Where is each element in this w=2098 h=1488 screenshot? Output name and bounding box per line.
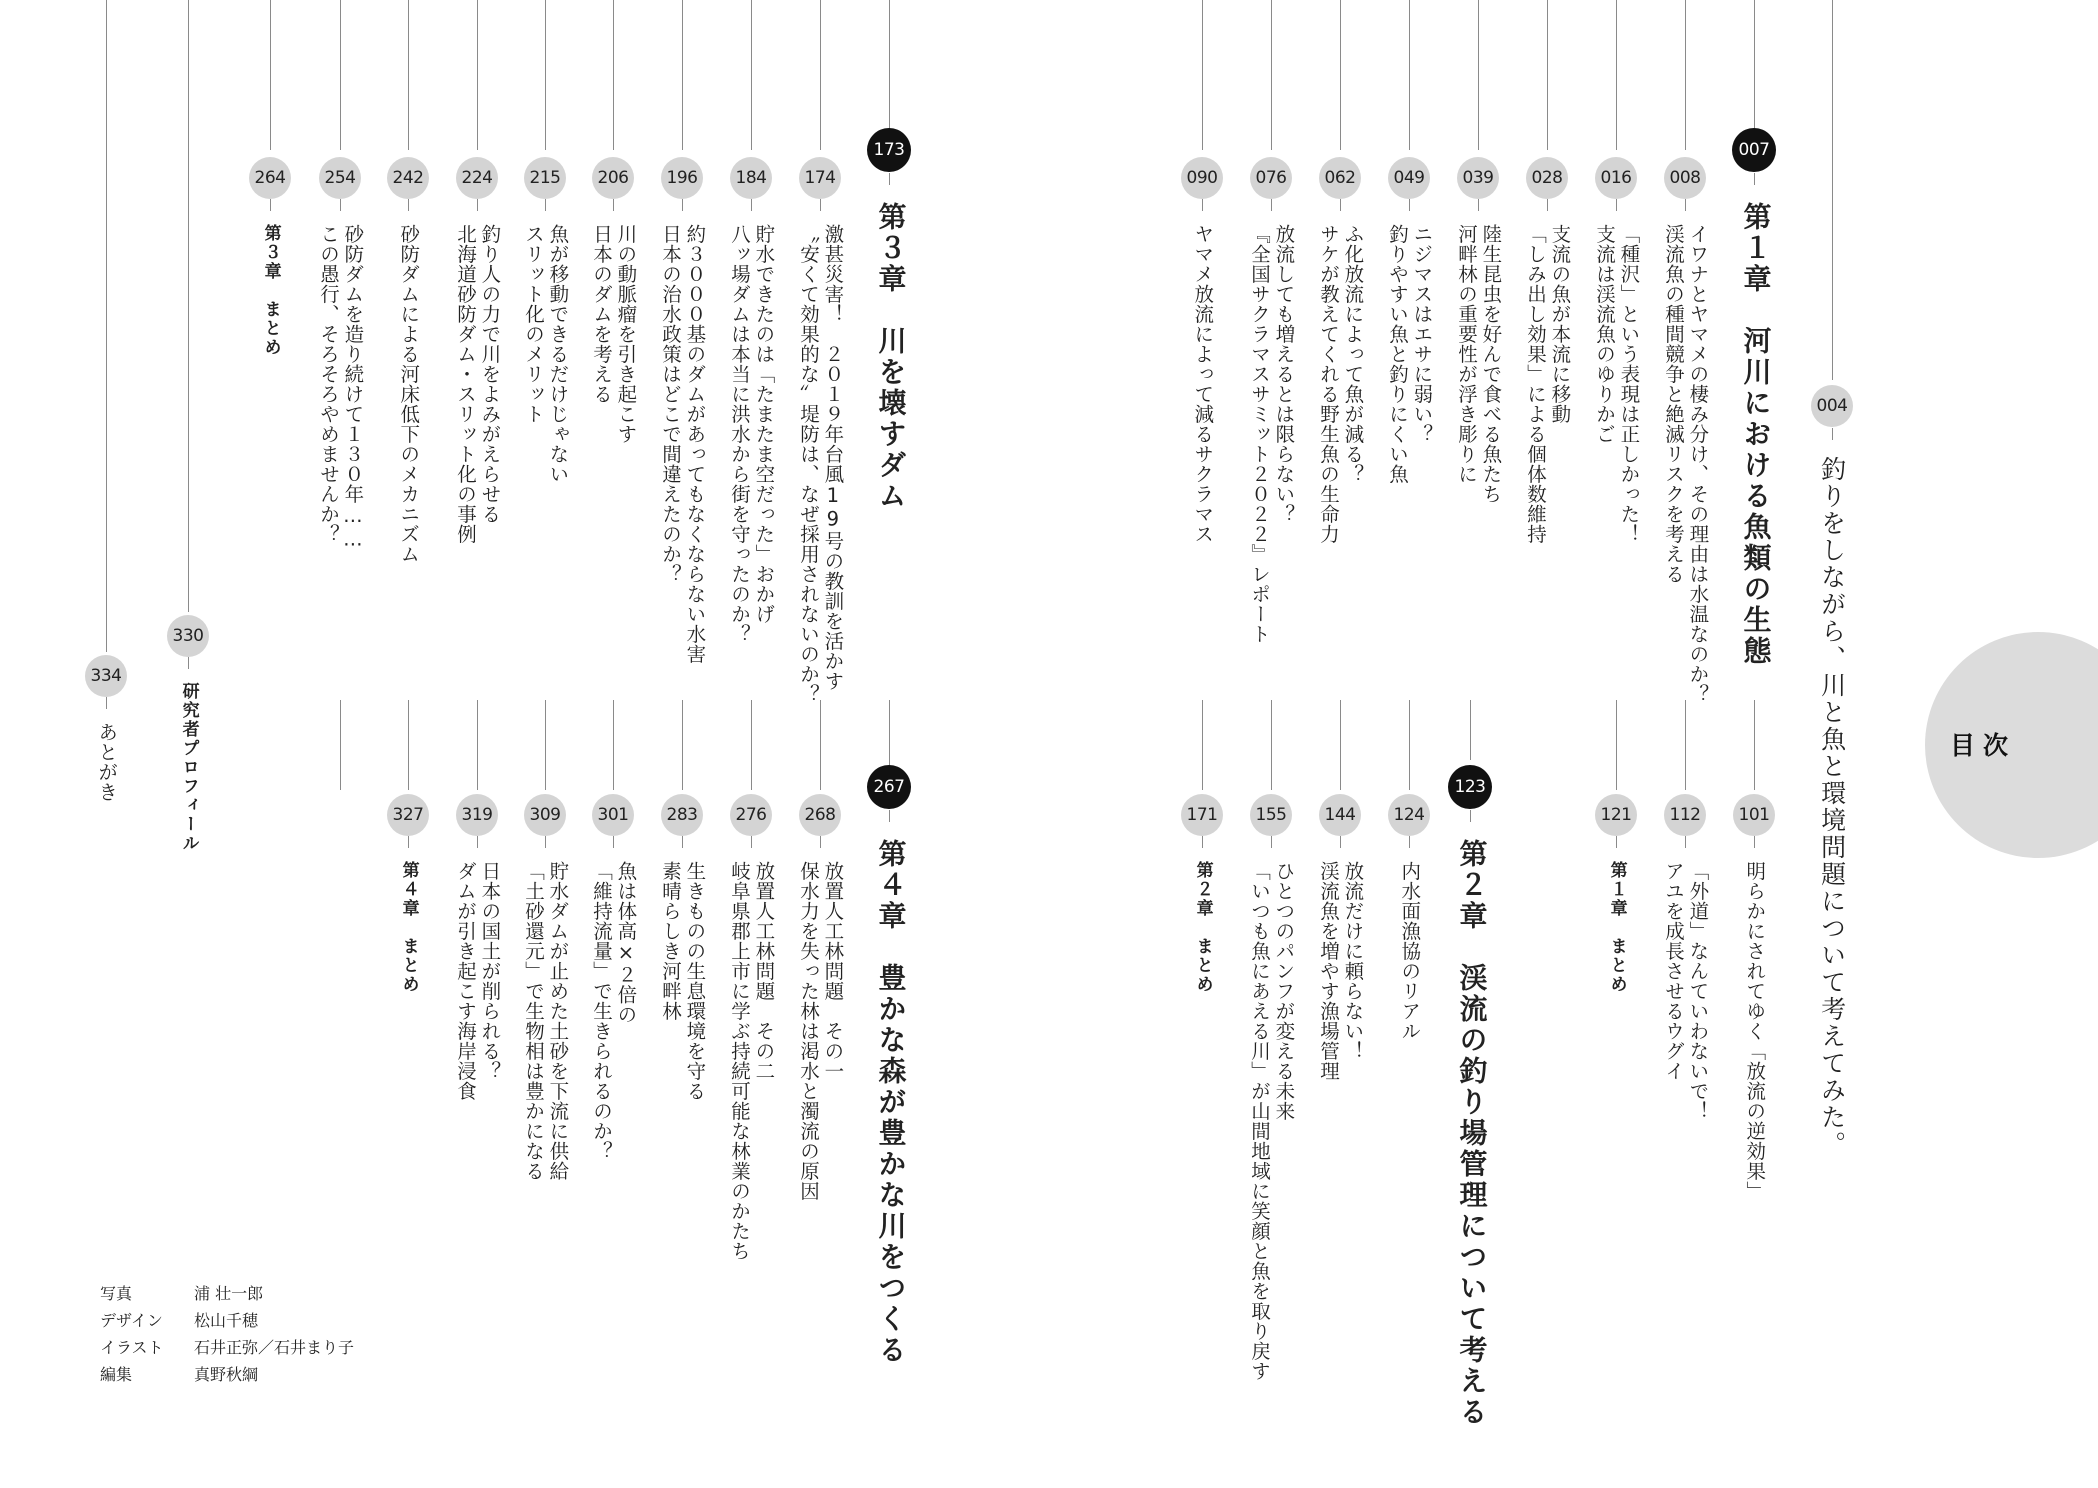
entry-line: 「いつも魚にあえる川」が山間地域に笑顔と魚を取り戻す xyxy=(1248,861,1271,1381)
credit-name: 松山千穂 xyxy=(194,1311,259,1330)
page-number-badge: 224 xyxy=(456,157,498,199)
page-number-badge: 049 xyxy=(1388,157,1430,199)
entry-line: 保水力を失った林は渇水と濁流の原因 xyxy=(797,861,820,1201)
page-number-badge: 319 xyxy=(456,794,498,836)
entry-line: 「維持流量」で生きられるのか？ xyxy=(590,861,613,1161)
connector-line xyxy=(1340,0,1341,150)
toc-entry-link[interactable] xyxy=(453,224,502,544)
connector-tail xyxy=(340,199,341,211)
page-number-badge: 004 xyxy=(1811,385,1853,427)
connector-line xyxy=(477,0,478,150)
connector-tail xyxy=(545,199,546,211)
page-number-badge: 090 xyxy=(1181,157,1223,199)
credit-role-text: イラスト xyxy=(100,1338,164,1357)
page-number-badge: 268 xyxy=(799,794,841,836)
toc-entry-link[interactable] xyxy=(1454,224,1503,504)
chapter-summary-link[interactable]: 第３章 まとめ xyxy=(260,224,281,357)
chapter-title-link[interactable]: 第３章 川を壊すダム xyxy=(874,202,908,512)
connector-tail xyxy=(1754,173,1755,185)
connector-tail xyxy=(1202,199,1203,211)
entry-line: 日本の治水政策はどこで間違えたのか？ xyxy=(659,224,682,584)
connector-line xyxy=(820,700,821,790)
connector-line xyxy=(1271,0,1272,150)
toc-entry-link[interactable] xyxy=(1592,224,1641,544)
connector-line xyxy=(408,700,409,790)
toc-entry-link[interactable] xyxy=(1247,224,1296,644)
toc-entry-link[interactable] xyxy=(727,224,776,644)
connector-line xyxy=(188,0,189,612)
page-number-badge: 121 xyxy=(1595,794,1637,836)
toc-entry-link[interactable]: 内水面漁協のリアル xyxy=(1398,861,1422,1041)
connector-tail xyxy=(1409,836,1410,848)
connector-line xyxy=(682,700,683,790)
entry-line: 川の動脈瘤を引き起こす xyxy=(614,224,638,444)
entry-line: 釣り人の力で川をよみがえらせる xyxy=(478,224,502,524)
connector-tail xyxy=(1271,836,1272,848)
credit-role-text: デザイン xyxy=(100,1311,163,1330)
chapter-title-link[interactable]: 第２章 渓流の釣り場管理について考える xyxy=(1455,839,1489,1428)
toc-entry-link[interactable] xyxy=(658,224,707,664)
entry-line: 貯水できたのは「たまたま空だった」おかげ xyxy=(752,224,776,624)
toc-title: 目次 xyxy=(1950,731,2017,760)
connector-line xyxy=(751,700,752,790)
toc-entry-link[interactable] xyxy=(796,861,845,1201)
entry-line: ニジマスはエサに弱い？ xyxy=(1410,224,1434,444)
toc-entry-link[interactable] xyxy=(521,224,570,484)
connector-line xyxy=(1832,0,1833,380)
connector-tail xyxy=(820,836,821,848)
entry-line: 河畔林の重要性が浮き彫りに xyxy=(1455,224,1478,484)
page-number-badge: 242 xyxy=(387,157,429,199)
credit-role xyxy=(100,1361,182,1388)
connector-tail xyxy=(1547,199,1548,211)
entry-line: 支流は渓流魚のゆりかご xyxy=(1593,224,1616,444)
connector-tail xyxy=(408,199,409,211)
connector-line xyxy=(1271,700,1272,790)
connector-line xyxy=(682,0,683,150)
connector-tail xyxy=(1470,810,1471,822)
entry-line: 放置人工林問題 その一 xyxy=(821,861,845,1081)
entry-line: サケが教えてくれる野生魚の生命力 xyxy=(1317,224,1340,544)
connector-line xyxy=(751,0,752,150)
connector-line xyxy=(1202,0,1203,150)
entry-line: ダムが引き起こす海岸浸食 xyxy=(454,861,477,1101)
chapter-page-badge: 267 xyxy=(867,765,911,809)
connector-line xyxy=(340,700,341,790)
page-number-badge: 171 xyxy=(1181,794,1223,836)
entry-line: 激甚災害！ ２０１９年台風19号の教訓を活かす xyxy=(821,224,845,691)
page-number-badge: 254 xyxy=(319,157,361,199)
toc-entry-link[interactable] xyxy=(727,861,776,1261)
credit-role xyxy=(100,1307,182,1334)
entry-line: スリット化のメリット xyxy=(522,224,545,424)
connector-line xyxy=(1202,700,1203,790)
entry-line: 陸生昆虫を好んで食べる魚たち xyxy=(1479,224,1503,504)
connector-tail xyxy=(1616,199,1617,211)
page-number-badge: 008 xyxy=(1664,157,1706,199)
connector-line xyxy=(1616,700,1617,790)
connector-tail xyxy=(1340,836,1341,848)
page-number-badge: 028 xyxy=(1526,157,1568,199)
credit-role xyxy=(100,1280,182,1307)
entry-line: ひとつのパンフが変える未来 xyxy=(1272,861,1296,1121)
connector-tail xyxy=(188,657,189,669)
connector-tail xyxy=(106,697,107,709)
entry-line: 砂防ダムを造り続けて１３０年…… xyxy=(341,224,365,551)
toc-entry-link[interactable] xyxy=(1385,224,1434,484)
connector-tail xyxy=(1202,836,1203,848)
entry-line: 素晴らしき河畔林 xyxy=(659,861,682,1021)
page-number-badge: 301 xyxy=(592,794,634,836)
connector-line xyxy=(1616,0,1617,150)
entry-line: 渓流魚を増やす漁場管理 xyxy=(1317,861,1340,1081)
connector-tail xyxy=(1754,836,1755,848)
toc-entry-link[interactable]: 明らかにされてゆく「放流の逆効果」 xyxy=(1743,861,1767,1201)
connector-line xyxy=(1478,0,1479,150)
toc-entry-link[interactable] xyxy=(1661,861,1710,1121)
toc-entry-link[interactable] xyxy=(796,224,845,704)
credit-name: 浦 壮一郎 xyxy=(194,1284,264,1303)
connector-tail xyxy=(1685,199,1686,211)
connector-line xyxy=(106,0,107,652)
credit-role-text: 編集 xyxy=(100,1365,133,1384)
connector-tail xyxy=(1340,199,1341,211)
entry-line: 「外道」なんていわないで！ xyxy=(1686,861,1710,1121)
connector-tail xyxy=(751,199,752,211)
toc-entry-link[interactable] xyxy=(589,224,638,444)
connector-line xyxy=(545,700,546,790)
connector-line xyxy=(820,0,821,150)
toc-entry-link[interactable] xyxy=(1523,224,1572,544)
connector-tail xyxy=(477,836,478,848)
chapter-page-badge: 007 xyxy=(1732,128,1776,172)
connector-tail xyxy=(1271,199,1272,211)
connector-line xyxy=(477,700,478,790)
chapter-title-link[interactable]: 第４章 豊かな森が豊かな川をつくる xyxy=(874,839,908,1366)
entry-line: 『全国サクラマスサミット２０２２』レポート xyxy=(1248,224,1271,644)
page-number-badge: 155 xyxy=(1250,794,1292,836)
credit-name: 真野秋綱 xyxy=(194,1365,259,1384)
intro-title-link[interactable]: 釣りをしながら、川と魚と環境問題について考えてみた。 xyxy=(1817,456,1847,1158)
entry-line: 日本の国土が削られる？ xyxy=(478,861,502,1081)
entry-line: 「種沢」という表現は正しかった！ xyxy=(1617,224,1641,544)
entry-line: この愚行、そろそろやめませんか？ xyxy=(317,224,340,544)
page-number-badge: 215 xyxy=(524,157,566,199)
connector-tail xyxy=(1685,836,1686,848)
entry-line: 放流しても増えるとは限らない？ xyxy=(1272,224,1296,524)
entry-line: 貯水ダムが止めた土砂を下流に供給 xyxy=(546,861,570,1181)
connector-tail xyxy=(1478,199,1479,211)
connector-tail xyxy=(545,836,546,848)
connector-tail xyxy=(820,199,821,211)
toc-entry-link[interactable] xyxy=(1661,224,1710,704)
connector-tail xyxy=(270,199,271,211)
page-number-badge: 330 xyxy=(167,615,209,657)
credits xyxy=(100,1280,354,1388)
page-number-badge: 101 xyxy=(1733,794,1775,836)
connector-tail xyxy=(477,199,478,211)
page-number-badge: 124 xyxy=(1388,794,1430,836)
page-number-badge: 327 xyxy=(387,794,429,836)
connector-tail xyxy=(682,836,683,848)
connector-line xyxy=(1754,700,1755,790)
chapter-title-link[interactable]: 第１章 河川における魚類の生態 xyxy=(1739,202,1773,667)
page-number-badge: 196 xyxy=(661,157,703,199)
connector-line xyxy=(408,0,409,150)
chapter-page-badge: 173 xyxy=(867,128,911,172)
backmatter-link[interactable]: 研究者プロフィール xyxy=(178,682,199,853)
page-number-badge: 144 xyxy=(1319,794,1361,836)
connector-tail xyxy=(613,199,614,211)
entry-line: 支流の魚が本流に移動 xyxy=(1548,224,1572,424)
toc-entry-link[interactable] xyxy=(453,861,502,1101)
toc-entry-link[interactable]: 砂防ダムによる河床低下のメカニズム xyxy=(397,224,421,564)
entry-line: 〝安くて効果的な〟堤防は、なぜ採用されないのか？ xyxy=(797,224,820,704)
page-number-badge: 039 xyxy=(1457,157,1499,199)
page-number-badge: 264 xyxy=(249,157,291,199)
toc-entry-link[interactable] xyxy=(589,861,638,1161)
toc-entry-link[interactable] xyxy=(1316,861,1365,1081)
connector-tail xyxy=(408,836,409,848)
toc-entry-link[interactable] xyxy=(1316,224,1365,544)
entry-line: イワナとヤマメの棲み分け、その理由は水温なのか？ xyxy=(1686,224,1710,704)
chapter-summary-link[interactable]: 第１章 まとめ xyxy=(1606,861,1627,994)
entry-line: 魚が移動できるだけじゃない xyxy=(546,224,570,484)
page-number-badge: 112 xyxy=(1664,794,1706,836)
connector-tail xyxy=(1616,836,1617,848)
connector-line xyxy=(1340,700,1341,790)
page-number-badge: 309 xyxy=(524,794,566,836)
page-number-badge: 206 xyxy=(592,157,634,199)
entry-line: 釣りやすい魚と釣りにくい魚 xyxy=(1386,224,1409,484)
credit-row-illustration xyxy=(100,1334,354,1361)
connector-tail xyxy=(751,836,752,848)
chapter-page-badge: 123 xyxy=(1448,765,1492,809)
entry-line: 日本のダムを考える xyxy=(590,224,613,404)
connector-line xyxy=(1470,700,1471,760)
credit-name: 石井正弥／石井まり子 xyxy=(194,1338,355,1357)
entry-line: ふ化放流によって魚が減る？ xyxy=(1341,224,1365,484)
toc-entry-link[interactable] xyxy=(316,224,365,551)
connector-tail xyxy=(1832,428,1833,440)
page-number-badge: 276 xyxy=(730,794,772,836)
chapter-summary-link[interactable]: 第４章 まとめ xyxy=(398,861,419,994)
entry-line: 「土砂還元」で生物相は豊かになる xyxy=(522,861,545,1181)
entry-line: 八ッ場ダムは本当に洪水から街を守ったのか？ xyxy=(728,224,751,644)
entry-line: 「しみ出し効果」による個体数維持 xyxy=(1524,224,1547,544)
entry-line: 放流だけに頼らない！ xyxy=(1341,861,1365,1061)
credit-row-design xyxy=(100,1307,354,1334)
connector-line xyxy=(340,0,341,150)
page-number-badge: 184 xyxy=(730,157,772,199)
connector-tail xyxy=(889,173,890,185)
connector-line xyxy=(1409,700,1410,790)
entry-line: 放置人工林問題 その二 xyxy=(752,861,776,1081)
toc-entry-link[interactable] xyxy=(1247,861,1296,1381)
entry-line: アユを成長させるウグイ xyxy=(1662,861,1685,1081)
connector-line xyxy=(1685,700,1686,790)
page-number-badge: 174 xyxy=(799,157,841,199)
entry-line: 魚は体高×２倍の xyxy=(614,861,638,1025)
toc-entry-link[interactable] xyxy=(521,861,570,1181)
toc-entry-link[interactable]: ヤマメ放流によって減るサクラマス xyxy=(1191,224,1215,544)
page-number-badge: 076 xyxy=(1250,157,1292,199)
connector-line xyxy=(270,0,271,150)
connector-line xyxy=(1685,0,1686,150)
entry-line: 渓流魚の種間競争と絶滅リスクを考える xyxy=(1662,224,1685,584)
chapter-summary-link[interactable]: 第２章 まとめ xyxy=(1192,861,1213,994)
connector-line xyxy=(613,700,614,790)
connector-line xyxy=(1547,0,1548,150)
entry-line: 北海道砂防ダム・スリット化の事例 xyxy=(454,224,477,544)
page-number-badge: 334 xyxy=(85,655,127,697)
connector-line xyxy=(545,0,546,150)
entry-line: 岐阜県郡上市に学ぶ持続可能な林業のかたち xyxy=(728,861,751,1261)
connector-tail xyxy=(1409,199,1410,211)
page-number-badge: 283 xyxy=(661,794,703,836)
connector-tail xyxy=(613,836,614,848)
credit-row-editor xyxy=(100,1361,354,1388)
backmatter-link[interactable]: あとがき xyxy=(95,722,119,802)
toc-entry-link[interactable] xyxy=(658,861,707,1101)
credit-role xyxy=(100,1334,182,1361)
page-number-badge: 062 xyxy=(1319,157,1361,199)
page-number-badge: 016 xyxy=(1595,157,1637,199)
connector-tail xyxy=(682,199,683,211)
connector-tail xyxy=(889,810,890,822)
entry-line: 約３０００基のダムがあってもなくならない水害 xyxy=(683,224,707,664)
credit-role-text: 写真 xyxy=(100,1284,133,1303)
connector-line xyxy=(613,0,614,150)
entry-line: 生きものの生息環境を守る xyxy=(683,861,707,1101)
connector-line xyxy=(1409,0,1410,150)
credit-row-photo xyxy=(100,1280,354,1307)
